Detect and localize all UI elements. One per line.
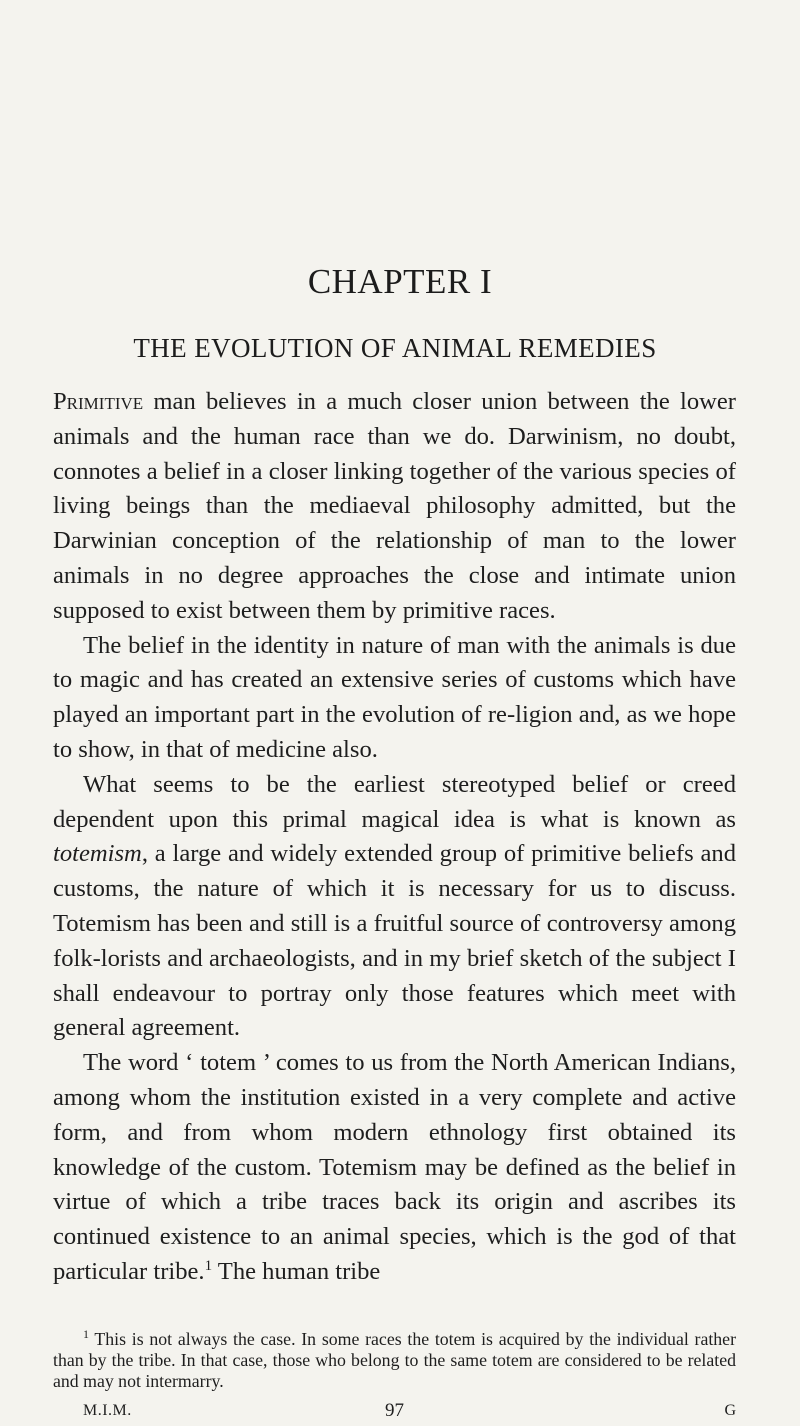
signature-mark: M.I.M. [83, 1402, 132, 1419]
chapter-subtitle: THE EVOLUTION OF ANIMAL REMEDIES [133, 333, 657, 363]
footnote-reference: 1 [204, 1257, 213, 1274]
paragraph-text: man believes in a much closer union between the lower animals and the human race than we do. Darwinism, no doubt, connotes a belief in a closer linking together of the various species of living beings than the mediaeval philosophy admitted, but the Darwinian conception of the relationship of man to the lower animals in no degree approaches the close and intimate union supposed to exist between them by primitive races. [53, 388, 736, 624]
italic-term: totemism [53, 840, 142, 868]
paragraph-4 [53, 1046, 736, 1290]
gathering-letter: G [724, 1402, 736, 1419]
paragraph-lead-word: Primitive [53, 388, 144, 415]
paragraph-text: The belief in the identity in nature of man with the animals is due to magic and has created an extensive series of customs which have played an important part in the evolution of re-ligion and, as we hope to show, in that of medicine also. [53, 631, 736, 763]
page-footer [53, 1400, 736, 1424]
page-number: 97 [385, 1400, 404, 1421]
footnote-number: 1 [83, 1327, 89, 1342]
paragraph-3 [53, 768, 736, 1046]
paragraph-2 [53, 629, 736, 768]
paragraph-text: What seems to be the earliest stereotyped belief or creed dependent upon this primal magical idea is what is known as [53, 770, 736, 833]
footnote [53, 1329, 736, 1392]
chapter-heading: CHAPTER I [307, 262, 493, 301]
footnote-text: This is not always the case. In some races the totem is acquired by the individual rather than by the tribe. In that case, those who belong to the same totem are considered to be related and may not intermarry. [53, 1329, 736, 1391]
body-text [53, 385, 736, 1290]
paragraph-text: The human tribe [212, 1257, 381, 1285]
paragraph-1 [53, 385, 736, 629]
paragraph-text: , a large and widely extended group of primitive beliefs and customs, the nature of which it is necessary for us to discuss. Totemism has been and still is a fruitful source of controversy among folk-lorists and archaeologists, and in my brief sketch of the subject I shall endeavour to portray only those features which meet with general agreement. [53, 840, 736, 1042]
paragraph-text: The word ‘ totem ’ comes to us from the North American Indians, among whom the institution existed in a very complete and active form, and from whom modern ethnology first obtained its knowledge of the custom. Totemism may be defined as the belief in virtue of which a tribe traces back its origin and ascribes its continued existence to an animal species, which is the god of that particular tribe. [53, 1049, 736, 1285]
